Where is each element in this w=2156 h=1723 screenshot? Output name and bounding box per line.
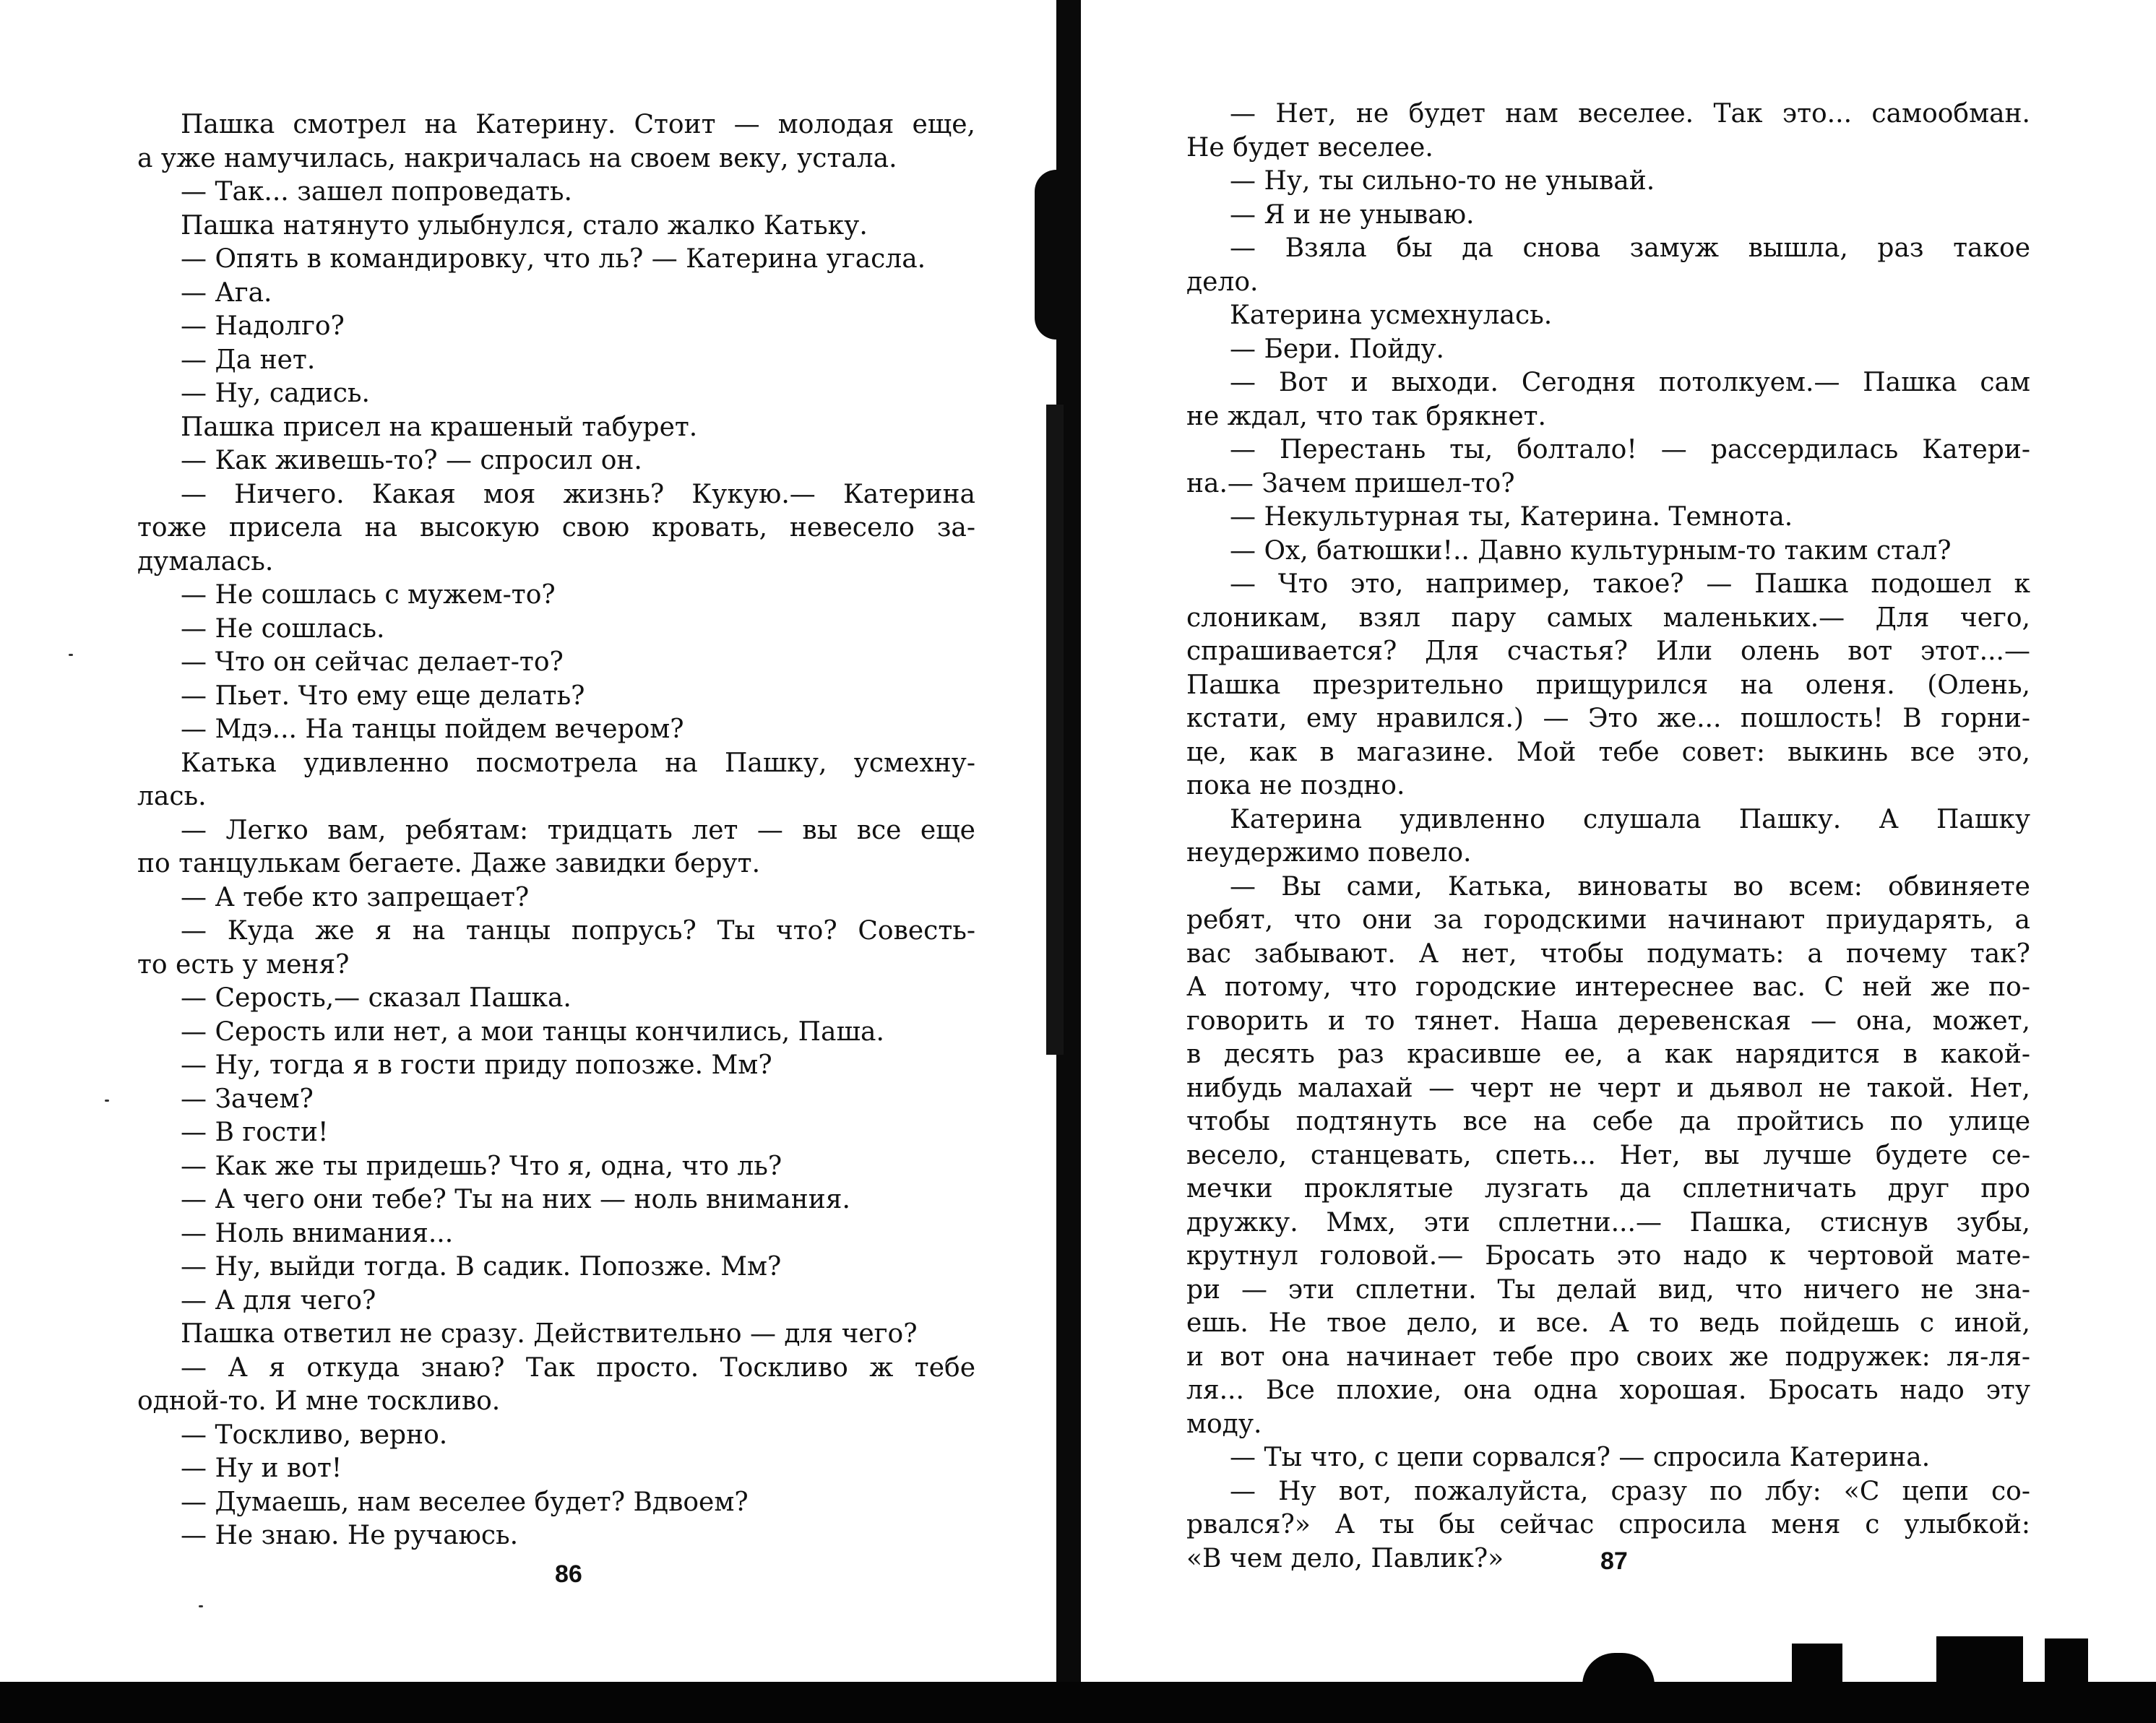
text-line: — Тоскливо, верно. [181, 1420, 448, 1450]
text-line: — Пьет. Что ему еще делать? [181, 681, 585, 711]
text-line: — В гости! [181, 1118, 329, 1147]
text-line: — А тебе кто запрещает? [181, 882, 530, 912]
text-line: крутнул головой.— Бросать это надо к чертовой мате- [1186, 1241, 2030, 1271]
text-line: чтобы подтянуть все на себе да пройтись по улице [1186, 1107, 2030, 1136]
text-line: Катерина удивленно слушала Пашку. А Пашку [1230, 804, 2030, 834]
text-line: — А чего они тебе? Ты на них — ноль внимания. [181, 1185, 850, 1214]
text-line: ри — эти сплетни. Ты делай вид, что ничего не зна- [1186, 1274, 2030, 1305]
text-line: мечки проклятые лузгать да сплетничать друг про [1186, 1174, 2030, 1204]
text-line: то есть у меня? [137, 949, 350, 980]
right-page-text [1186, 98, 2030, 1576]
scan-bottom-artifact [1582, 1653, 1655, 1685]
text-line: — Не знаю. Не ручаюсь. [181, 1521, 519, 1550]
scan-speck [199, 1605, 203, 1607]
text-line: вас забывают. А нет, чтобы подумать: а почему так? [1186, 938, 2030, 969]
text-line: пока не поздно. [1186, 771, 1405, 800]
text-line: ля... Все плохие, она одна хорошая. Бросать надо эту [1186, 1376, 2030, 1405]
text-line: — Взяла бы да снова замуж вышла, раз такое [1230, 233, 2030, 263]
text-line: тоже присела на высокую свою кровать, невесело за- [137, 513, 975, 543]
text-line: Катерина усмехнулась. [1230, 301, 1553, 330]
text-line: — Как же ты придешь? Что я, одна, что ль? [181, 1151, 782, 1181]
text-line: Пашка присел на крашеный табурет. [181, 412, 698, 442]
text-line: одной-то. И мне тоскливо. [137, 1386, 501, 1416]
gutter-scan-artifact [1035, 170, 1064, 340]
text-line: Пашка ответил не сразу. Действительно — для чего? [181, 1319, 918, 1349]
text-line: говорить и то тянет. Наша деревенская — она, может, [1186, 1006, 2030, 1036]
text-line: — А для чего? [181, 1285, 376, 1316]
text-line: — Ну и вот! [181, 1454, 342, 1483]
text-line: — Думаешь, нам веселее будет? Вдвоем? [181, 1487, 749, 1517]
text-line: — Некультурная ты, Катерина. Темнота. [1230, 502, 1793, 532]
text-line: в десять раз красивше ее, а как нарядится в какой- [1186, 1040, 2030, 1069]
text-line: — Да нет. [181, 345, 316, 375]
text-line: — Ты что, с цепи сорвался? — спросила Катерина. [1230, 1443, 1931, 1472]
text-line: Пашка смотрел на Катерину. Стоит — молодая еще, [181, 110, 975, 139]
scan-speck [69, 654, 73, 656]
text-line: и вот она начинает тебе про своих же подружек: ля-ля- [1186, 1342, 2030, 1372]
text-line: не ждал, что так брякнет. [1186, 401, 1546, 431]
text-line: — Вот и выходи. Сегодня потолкуем.— Пашка сам [1230, 368, 2030, 397]
text-line: — Надолго? [181, 311, 345, 341]
text-line: ешь. Не твое дело, и все. А то ведь пойдешь с иной, [1186, 1308, 2030, 1338]
text-line: дело. [1186, 267, 1259, 297]
text-line: — Как живешь-то? — спросил он. [181, 446, 642, 475]
text-line: — Ну, садись. [181, 379, 370, 408]
text-line: кстати, ему нравился.) — Это же... пошлость! В горни- [1186, 704, 2030, 733]
scan-bottom-artifact [1792, 1644, 1842, 1687]
text-line: — Серость,— сказал Пашка. [181, 983, 572, 1013]
text-line: — Ну, ты сильно-то не унывай. [1230, 166, 1655, 196]
text-line: — Легко вам, ребятам: тридцать лет — вы все еще [181, 815, 975, 845]
text-line: лась. [137, 782, 207, 811]
text-line: — Я и не унываю. [1230, 199, 1475, 230]
text-line: — Серость или нет, а мои танцы кончились, Паша. [181, 1016, 884, 1047]
text-line: — Не сошлась. [181, 613, 385, 644]
text-line: — Бери. Пойду. [1230, 334, 1444, 364]
text-line: Катька удивленно посмотрела на Пашку, усмехну- [181, 748, 975, 778]
text-line: — Опять в командировку, что ль? — Катерина угасла. [181, 244, 926, 274]
text-line: — Ох, батюшки!.. Давно культурным-то таким стал? [1230, 535, 1952, 566]
text-line: по танцулькам бегаете. Даже завидки берут. [137, 849, 761, 878]
text-line: нибудь малахай — черт не черт и дьявол не такой. Нет, [1186, 1073, 2030, 1103]
text-line: Пашка натянуто улыбнулся, стало жалко Катьку. [181, 210, 868, 241]
right-page-number: 87 [1600, 1547, 1628, 1575]
text-line: весело, станцевать, спеть... Нет, вы лучше будете се- [1186, 1140, 2030, 1170]
text-line: на.— Зачем пришел-то? [1186, 468, 1515, 498]
text-line: — Так... зашел попроведать. [181, 177, 572, 207]
text-line: думалась. [137, 546, 274, 577]
text-line: — Ну, выйди тогда. В садик. Попозже. Мм? [181, 1252, 782, 1282]
text-line: — Вы сами, Катька, виноваты во всем: обвиняете [1230, 871, 2030, 902]
left-page-number: 86 [555, 1560, 582, 1588]
text-line: — Куда же я на танцы попрусь? Ты что? Совесть- [181, 916, 975, 946]
scan-speck [105, 1100, 109, 1102]
text-line: — Ноль внимания... [181, 1218, 454, 1248]
text-line: — Ну вот, пожалуйста, сразу по лбу: «С цепи со- [1230, 1476, 2030, 1506]
scan-bottom-edge [0, 1682, 2156, 1723]
text-line: Не будет веселее. [1186, 132, 1433, 163]
text-line: — Перестань ты, болтало! — рассердилась Катери- [1230, 435, 2030, 465]
text-line: — Зачем? [181, 1084, 314, 1114]
text-line: дружку. Ммх, эти сплетни...— Пашка, стиснув зубы, [1186, 1207, 2030, 1238]
scan-bottom-artifact [2045, 1638, 2088, 1689]
text-line: спрашивается? Для счастья? Или олень вот этот...— [1186, 636, 2030, 666]
text-line: — Мдэ... На танцы пойдем вечером? [181, 714, 684, 744]
left-page-text [137, 108, 975, 1553]
text-line: — Что это, например, такое? — Пашка подошел к [1230, 569, 2030, 599]
text-line: а уже намучилась, накричалась на своем веку, устала. [137, 143, 897, 173]
gutter-scan-artifact [1046, 405, 1064, 1055]
text-line: — Нет, не будет нам веселее. Так это... самообман. [1230, 99, 2030, 129]
text-line: неудержимо повело. [1186, 838, 1472, 868]
text-line: слоникам, взял пару самых маленьких.— Для чего, [1186, 603, 2030, 633]
text-line: — Не сошлась с мужем-то? [181, 580, 556, 610]
scan-bottom-artifact [1936, 1636, 2023, 1687]
text-line: моду. [1186, 1409, 1262, 1439]
text-line: — Ничего. Какая моя жизнь? Кукую.— Катерина [181, 479, 975, 509]
text-line: «В чем дело, Павлик?» [1186, 1543, 1504, 1573]
text-line: рвался?» А ты бы сейчас спросила меня с улыбкой: [1186, 1510, 2030, 1540]
text-line: А потому, что городские интереснее вас. С ней же по- [1186, 972, 2030, 1002]
text-line: — Ага. [181, 277, 272, 308]
text-line: ребят, что они за городскими начинают приударять, а [1186, 905, 2030, 935]
text-line: — А я откуда знаю? Так просто. Тоскливо ж тебе [181, 1352, 975, 1383]
text-line: це, как в магазине. Мой тебе совет: выкинь все это, [1186, 737, 2030, 767]
text-line: — Ну, тогда я в гости приду попозже. Мм? [181, 1050, 772, 1080]
text-line: Пашка презрительно прищурился на оленя. (Олень, [1186, 670, 2030, 700]
text-line: — Что он сейчас делает-то? [181, 647, 564, 677]
